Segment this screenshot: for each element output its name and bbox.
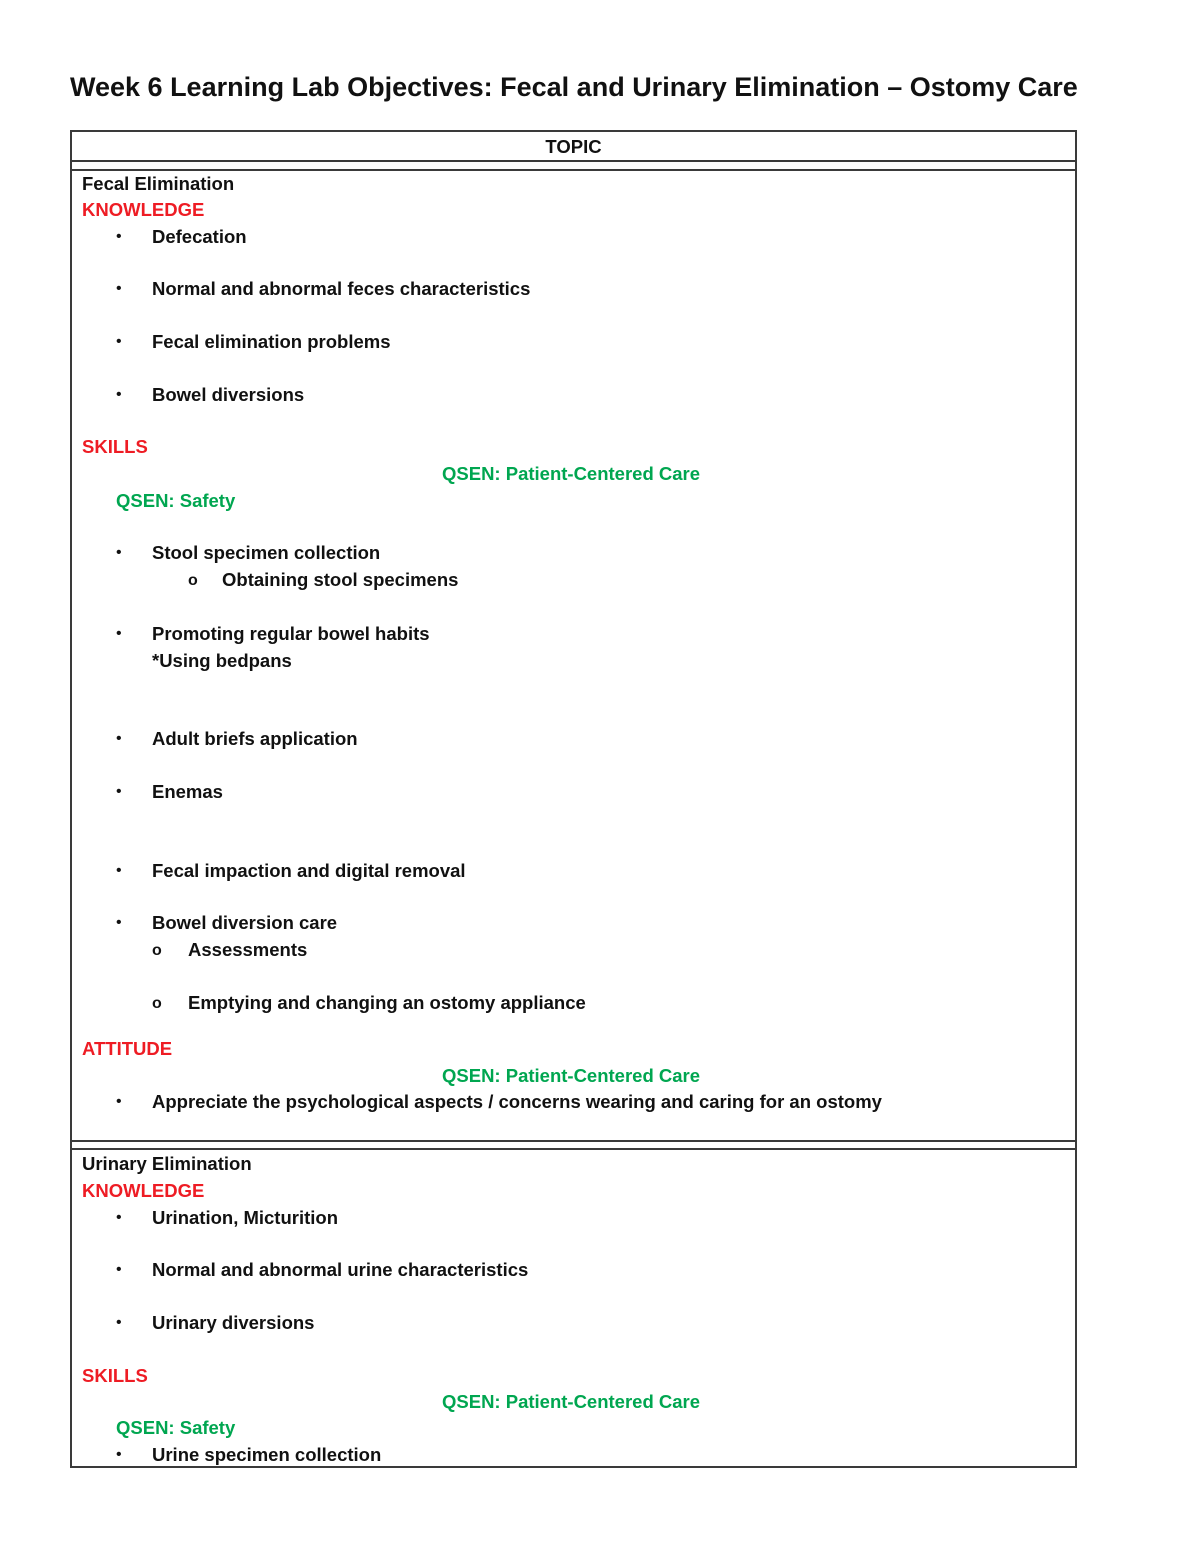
bullet-icon: •	[116, 386, 122, 403]
bullet-icon: •	[116, 1093, 122, 1110]
sub-list-item: Emptying and changing an ostomy appliance	[188, 992, 586, 1013]
sub-bullet-icon: o	[152, 995, 162, 1012]
qsen-safety: QSEN: Safety	[116, 490, 236, 511]
bullet-icon: •	[116, 333, 122, 350]
list-item: Bowel diversion care	[152, 912, 338, 933]
qsen-patient-centered: QSEN: Patient-Centered Care	[442, 1065, 701, 1086]
list-item: Normal and abnormal urine characteristics	[152, 1259, 529, 1280]
bullet-icon: •	[116, 228, 122, 245]
bullet-icon: •	[116, 625, 122, 642]
sub-list-item: Obtaining stool specimens	[222, 569, 459, 590]
list-item: Adult briefs application	[152, 728, 358, 749]
qsen-patient-centered: QSEN: Patient-Centered Care	[442, 463, 701, 484]
attitude-label: ATTITUDE	[82, 1038, 173, 1059]
list-item-note: *Using bedpans	[152, 650, 292, 671]
skills-label: SKILLS	[82, 1365, 148, 1386]
bullet-icon: •	[116, 730, 122, 747]
qsen-patient-centered: QSEN: Patient-Centered Care	[442, 1391, 701, 1412]
list-item: Bowel diversions	[152, 384, 305, 405]
qsen-safety: QSEN: Safety	[116, 1417, 236, 1438]
bullet-icon: •	[116, 1446, 122, 1463]
knowledge-label: KNOWLEDGE	[82, 199, 205, 220]
sub-bullet-icon: o	[188, 572, 198, 589]
list-item: Promoting regular bowel habits	[152, 623, 430, 644]
table-header: TOPIC	[545, 136, 602, 157]
bullet-icon: •	[116, 783, 122, 800]
bullet-icon: •	[116, 1209, 122, 1226]
list-item: Normal and abnormal feces characteristics	[152, 278, 531, 299]
list-item: Stool specimen collection	[152, 542, 381, 563]
skills-label: SKILLS	[82, 436, 148, 457]
section-heading: Urinary Elimination	[82, 1153, 252, 1174]
list-item: Urine specimen collection	[152, 1444, 382, 1465]
bullet-icon: •	[116, 280, 122, 297]
bullet-icon: •	[116, 1314, 122, 1331]
bullet-icon: •	[116, 862, 122, 879]
bullet-icon: •	[116, 1261, 122, 1278]
bullet-icon: •	[116, 544, 122, 561]
list-item: Enemas	[152, 781, 223, 802]
sub-bullet-icon: o	[152, 942, 162, 959]
page-title: Week 6 Learning Lab Objectives: Fecal and Urinary Elimination – Ostomy Care	[70, 72, 1078, 102]
list-item: Urination, Micturition	[152, 1207, 339, 1228]
list-item: Urinary diversions	[152, 1312, 315, 1333]
section-heading: Fecal Elimination	[82, 173, 235, 194]
list-item: Appreciate the psychological aspects / concerns wearing and caring for an ostomy	[152, 1091, 882, 1112]
knowledge-label: KNOWLEDGE	[82, 1180, 205, 1201]
list-item: Fecal elimination problems	[152, 331, 391, 352]
list-item: Defecation	[152, 226, 247, 247]
sub-list-item: Assessments	[188, 939, 308, 960]
list-item: Fecal impaction and digital removal	[152, 860, 466, 881]
bullet-icon: •	[116, 914, 122, 931]
